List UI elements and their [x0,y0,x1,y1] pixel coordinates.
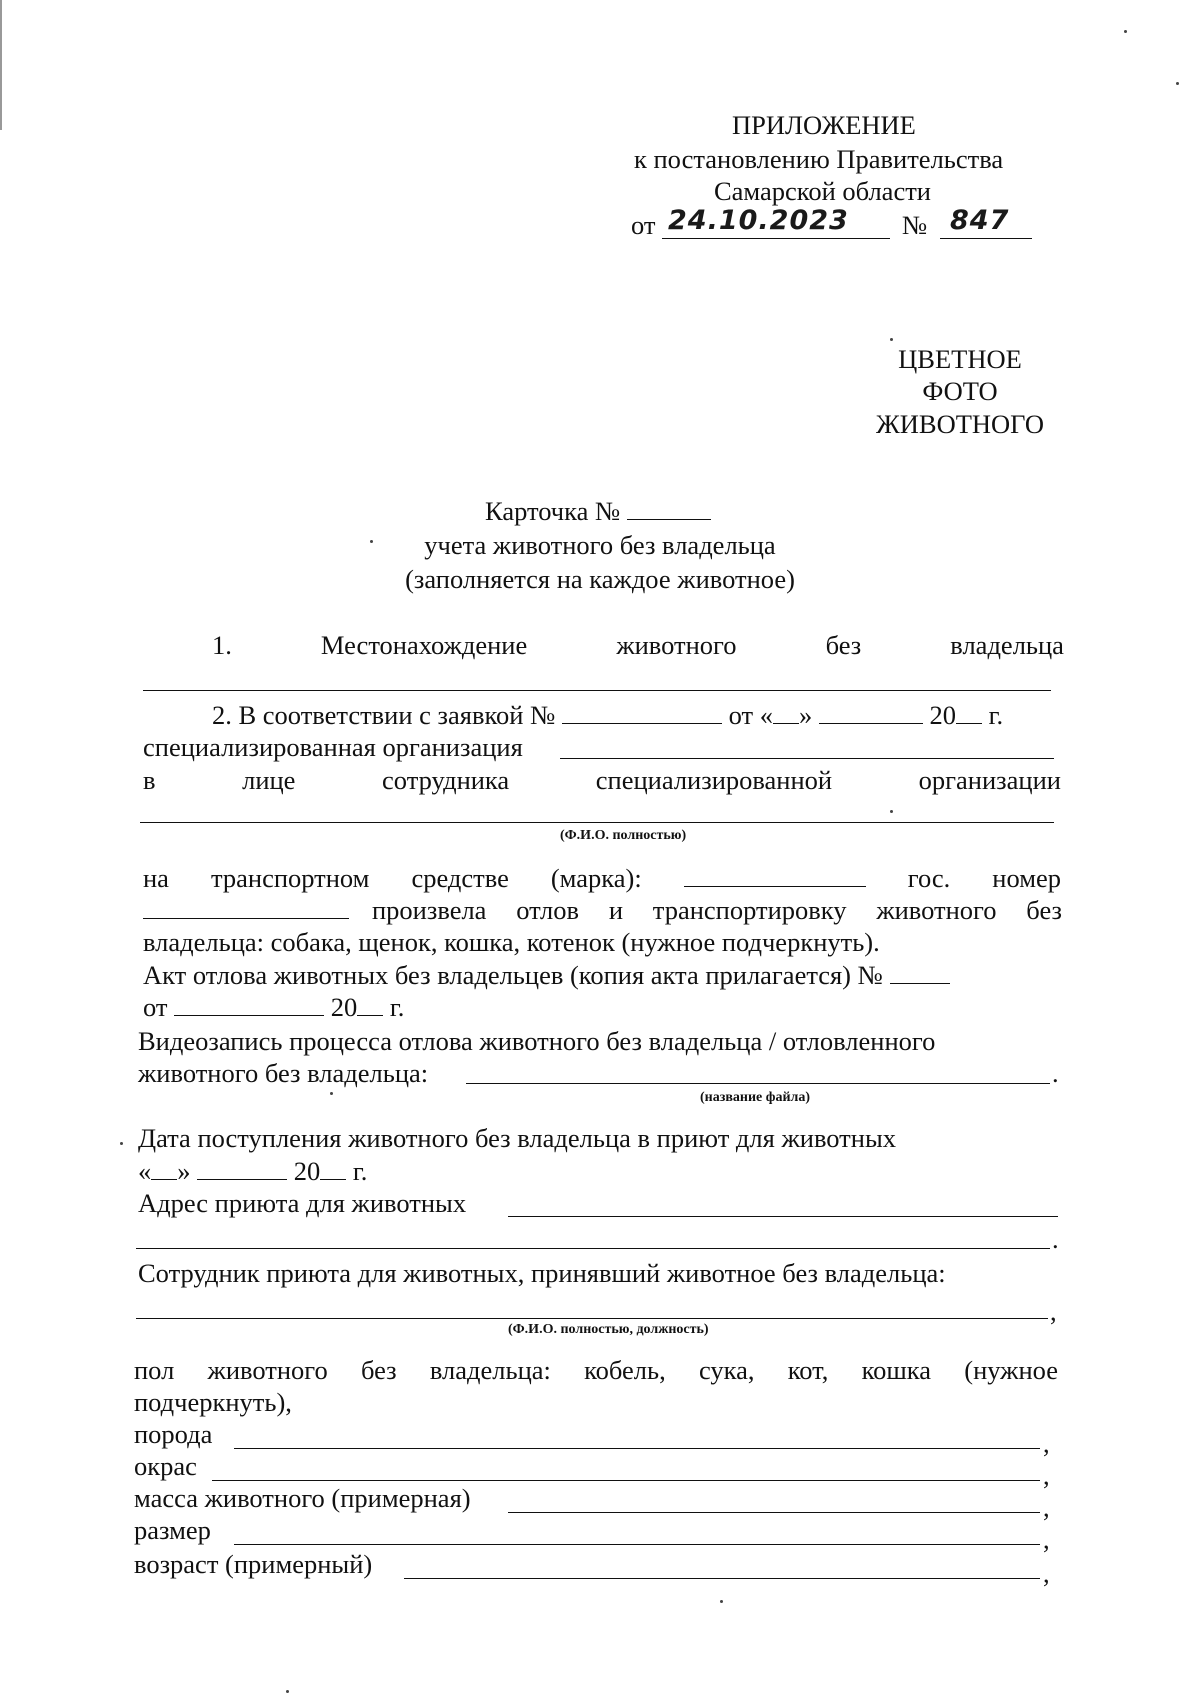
photo-label-line1: ЦВЕТНОЕ [898,344,1022,374]
word-v: в [143,765,156,795]
section1-word4: владельца [950,630,1064,660]
vehicle-plate-field[interactable] [143,898,349,919]
card-number-field[interactable] [627,499,711,520]
scan-speck [330,1092,333,1095]
handwritten-number: 847 [950,205,1010,236]
shelter-address-label: Адрес приюта для животных [138,1188,467,1218]
act-year-field[interactable] [357,995,383,1016]
caption-staff: (Ф.И.О. полностью, должность) [508,1322,709,1337]
arrival-date-row: « » 20 г. [138,1156,368,1186]
word-transport: транспортном [210,863,370,893]
color-comma: , [1043,1460,1050,1490]
scan-speck [890,338,893,341]
shelter-staff-label: Сотрудник приюта для животных, принявший животное без владельца: [138,1258,946,1288]
employee-intro-row [143,767,1061,794]
application-month-field[interactable] [819,703,923,724]
shelter-staff-field[interactable] [136,1318,1048,1319]
shelter-staff-comma: , [1050,1296,1057,1326]
date-underline [662,238,890,239]
video-row-1: Видеозапись процесса отлова животного без владельца / отловленного [138,1026,936,1056]
scan-speck [890,810,893,813]
video-filename-field[interactable] [466,1083,1050,1084]
breed-comma: , [1043,1428,1050,1458]
act-row: Акт отлова животных без владельцев (копия акта прилагается) № [143,962,950,989]
word-gos: гос. [907,863,951,893]
word-organization: организации [918,765,1061,795]
scan-speck [1176,82,1179,85]
scan-speck [720,1600,723,1603]
act-number-field[interactable] [890,963,950,984]
handwritten-date: 24.10.2023 [668,205,849,236]
appendix-line1: к постановлению Правительства [634,144,1004,174]
number-underline [940,238,1032,239]
act-date-field[interactable] [174,995,324,1016]
section1-row [212,632,1064,659]
size-comma: , [1043,1524,1050,1554]
specialized-organization-label: специализированная организация [143,732,523,762]
video-period: . [1052,1058,1059,1088]
age-field[interactable] [404,1578,1040,1579]
section1-number: 1. [212,630,232,660]
word-nomer: номер [992,863,1061,893]
breed-label: порода [134,1419,213,1449]
arrival-year-field[interactable] [320,1159,346,1180]
shelter-address-period: . [1052,1224,1059,1254]
word-litse: лице [242,765,296,795]
caption-fio: (Ф.И.О. полностью) [560,828,687,843]
photo-label-line2: ФОТО [922,376,998,406]
weight-field[interactable] [508,1512,1040,1513]
section1-word3: без [825,630,862,660]
size-field[interactable] [234,1544,1040,1545]
age-label: возраст (примерный) [134,1549,373,1579]
shelter-address-field-2[interactable] [136,1248,1050,1249]
scan-speck [286,1690,289,1693]
color-field[interactable] [212,1480,1040,1481]
animal-sex-row: пол животного без владельца: кобель, сука, кот, кошка (нужное [134,1355,1058,1385]
act-date-row: от 20 г. [143,992,405,1022]
animal-type-text: владельца: собака, щенок, кошка, котенок (нужное подчеркнуть). [143,927,880,957]
breed-field[interactable] [234,1448,1040,1449]
scan-speck [120,1142,123,1145]
size-label: размер [134,1515,211,1545]
card-title: Карточка № [485,498,711,525]
word-sotrudnika: сотрудника [382,765,510,795]
application-number-field[interactable] [562,703,722,724]
arrival-month-field[interactable] [197,1159,287,1180]
appendix-title: ПРИЛОЖЕНИЕ [732,110,916,140]
video-row-2: животного без владельца: [138,1058,429,1088]
age-comma: , [1043,1558,1050,1588]
section1-word1: Местонахождение [320,630,528,660]
weight-label: масса животного (примерная) [134,1483,471,1513]
arrival-row: Дата поступления животного без владельца в приют для животных [138,1123,896,1153]
appendix-date-prefix: от [631,210,656,240]
employee-fio-field[interactable] [140,822,1054,823]
animal-sex-row-2: подчеркнуть), [134,1387,292,1417]
vehicle-row [143,865,1061,892]
section2-application-row: 2. В соответствии с заявкой № от « » 20 г. [212,700,1004,730]
color-label: окрас [134,1451,197,1481]
appendix-number-prefix: № [902,210,928,240]
scan-edge [0,0,2,130]
word-sredstve: средстве [411,863,509,893]
weight-comma: , [1043,1492,1050,1522]
appendix-line2: Самарской области [714,176,931,206]
card-subtitle1: учета животного без владельца [424,530,776,560]
scan-speck [370,540,373,543]
location-field[interactable] [143,690,1051,691]
word-marka: (марка): [550,863,642,893]
word-na: на [143,863,169,893]
vehicle-brand-field[interactable] [684,866,866,887]
application-year-field[interactable] [956,703,982,724]
shelter-address-field-1[interactable] [508,1216,1058,1217]
plate-row [143,897,349,924]
scan-speck [1124,30,1127,33]
capture-text: произвела отлов и транспортировку животного без [372,895,1062,925]
application-day-field[interactable] [773,703,799,724]
caption-filename: (название файла) [700,1090,811,1105]
arrival-day-field[interactable] [151,1159,177,1180]
card-subtitle2: (заполняется на каждое животное) [405,564,795,594]
word-specialized: специализированной [595,765,833,795]
section1-word2: животного [616,630,737,660]
photo-label-line3: ЖИВОТНОГО [876,409,1044,439]
specialized-organization-field[interactable] [560,758,1054,759]
